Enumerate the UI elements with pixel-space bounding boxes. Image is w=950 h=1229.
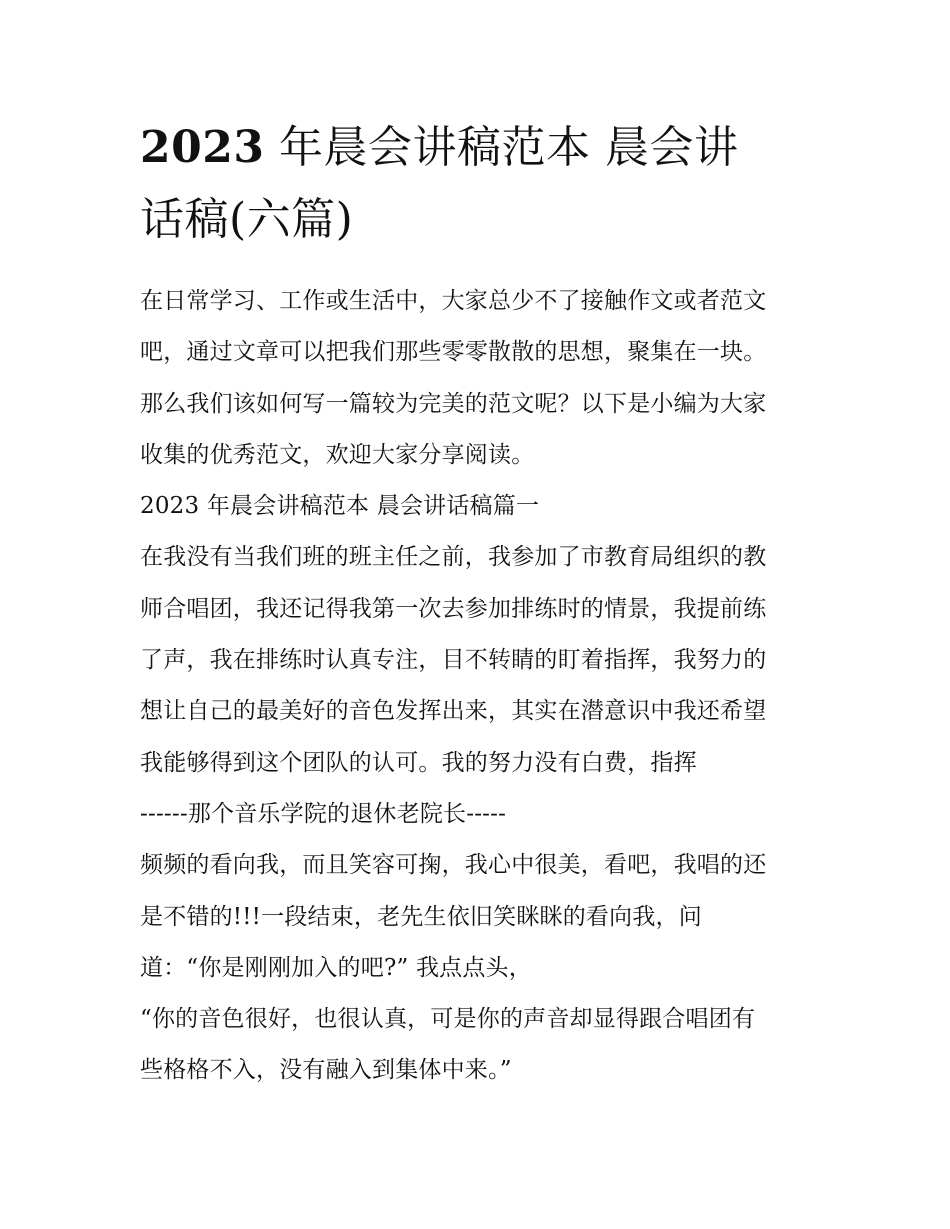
title-year: 2023 bbox=[140, 122, 265, 173]
body-line: 些格格不入，没有融入到集体中来。” bbox=[140, 1057, 512, 1084]
title-line-2: 话稿(六篇) bbox=[140, 194, 354, 245]
body-line: 在我没有当我们班的班主任之前，我参加了市教育局组织的教 bbox=[140, 544, 767, 571]
body-line: 师合唱团，我还记得我第一次去参加排练时的情景，我提前练 bbox=[140, 595, 767, 622]
body-line: 了声，我在排练时认真专注，目不转睛的盯着指挥，我努力的 bbox=[140, 647, 767, 674]
body-line: ------那个音乐学院的退休老院长----- bbox=[140, 800, 507, 827]
title-line-1-text: 年晨会讲稿范本 晨会讲 bbox=[264, 122, 739, 173]
document-title bbox=[140, 112, 820, 256]
body-line: “你的音色很好，也很认真，可是你的声音却显得跟合唱团有 bbox=[140, 1006, 756, 1033]
document-body bbox=[140, 282, 820, 1103]
body-line: 想让自己的最美好的音色发挥出来，其实在潜意识中我还希望 bbox=[140, 698, 767, 725]
body-line: 是不错的!!!一段结束，老先生依旧笑眯眯的看向我，问 bbox=[140, 903, 702, 930]
body-line: 频频的看向我，而且笑容可掬，我心中很美，看吧，我唱的还 bbox=[140, 852, 767, 879]
body-line: 在日常学习、工作或生活中，大家总少不了接触作文或者范文 bbox=[140, 288, 767, 314]
section-heading: 2023 年晨会讲稿范本 晨会讲话稿篇一 bbox=[140, 493, 540, 520]
body-line: 收集的优秀范文，欢迎大家分享阅读。 bbox=[140, 441, 535, 468]
body-line: 那么我们该如何写一篇较为完美的范文呢？以下是小编为大家 bbox=[140, 390, 767, 417]
body-line: 我能够得到这个团队的认可。我的努力没有白费，指挥 bbox=[140, 749, 697, 776]
body-line: 道：“你是刚刚加入的吧?” 我点点头， bbox=[140, 954, 532, 981]
body-line: 吧，通过文章可以把我们那些零零散散的思想，聚集在一块。 bbox=[140, 339, 767, 366]
title-line-1 bbox=[140, 112, 820, 184]
